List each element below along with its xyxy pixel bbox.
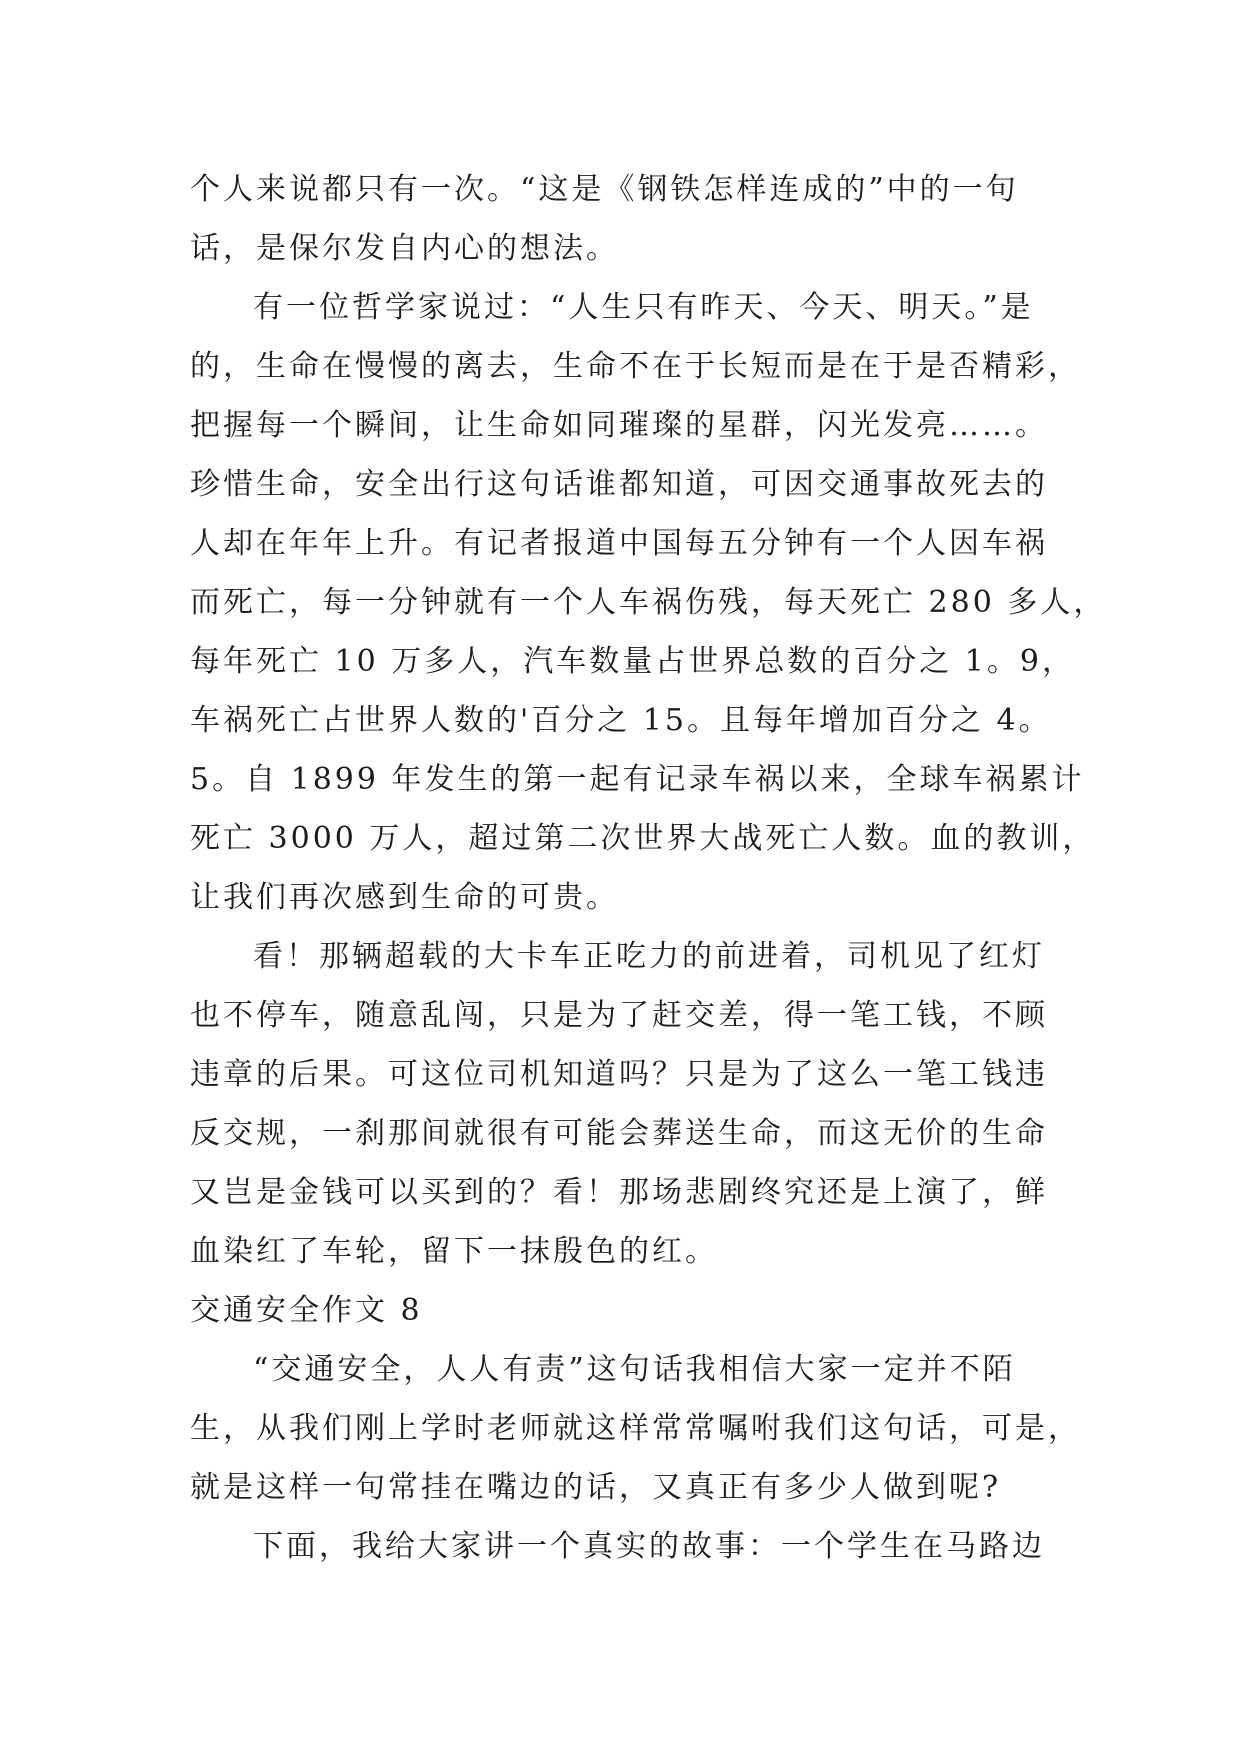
text-line: 也不停车，随意乱闯，只是为了赶交差，得一笔工钱，不顾 bbox=[190, 998, 1048, 1033]
text-line: 血染红了车轮，留下一抹殷色的红。 bbox=[190, 1234, 718, 1269]
text-line: 个人来说都只有一次。“这是《钢铁怎样连成的”中的一句 bbox=[190, 172, 1019, 207]
text-line: 的，生命在慢慢的离去，生命不在于长短而是在于是否精彩， bbox=[190, 349, 1081, 384]
paragraph-first-line: 有一位哲学家说过：“人生只有昨天、今天、明天。”是 bbox=[253, 290, 1034, 325]
paragraph-first-line: 下面，我给大家讲一个真实的故事：一个学生在马路边 bbox=[253, 1529, 1045, 1564]
text-line: 话，是保尔发自内心的想法。 bbox=[190, 231, 619, 266]
text-line: 人却在年年上升。有记者报道中国每五分钟有一个人因车祸 bbox=[190, 526, 1048, 561]
text-line: 违章的后果。可这位司机知道吗？只是为了这么一笔工钱违 bbox=[190, 1057, 1048, 1092]
text-line: 死亡 3000 万人，超过第二次世界大战死亡人数。血的教训， bbox=[190, 821, 1096, 856]
text-line: 就是这样一句常挂在嘴边的话，又真正有多少人做到呢? bbox=[190, 1470, 1002, 1505]
text-line: 而死亡，每一分钟就有一个人车祸伤残，每天死亡 280 多人， bbox=[190, 585, 1107, 620]
text-line: 把握每一个瞬间，让生命如同璀璨的星群，闪光发亮……。 bbox=[190, 408, 1048, 443]
paragraph-first-line: “交通安全，人人有责”这句话我相信大家一定并不陌 bbox=[253, 1352, 1016, 1387]
essay-body bbox=[190, 160, 1107, 1576]
text-line: 珍惜生命，安全出行这句话谁都知道，可因交通事故死去的 bbox=[190, 467, 1048, 502]
text-line: 每年死亡 10 万多人，汽车数量占世界总数的百分之 1。9， bbox=[190, 644, 1075, 679]
text-line: 让我们再次感到生命的可贵。 bbox=[190, 880, 619, 915]
text-line: 5。自 1899 年发生的第一起有记录车祸以来，全球车祸累计 bbox=[190, 762, 1085, 797]
text-line: 反交规，一刹那间就很有可能会葬送生命，而这无价的生命 bbox=[190, 1116, 1048, 1151]
section-heading: 交通安全作文 8 bbox=[190, 1293, 423, 1328]
text-line: 又岂是金钱可以买到的？看！那场悲剧终究还是上演了，鲜 bbox=[190, 1175, 1048, 1210]
text-line: 车祸死亡占世界人数的'百分之 15。且每年增加百分之 4。 bbox=[190, 703, 1052, 738]
paragraph-first-line: 看！那辆超载的大卡车正吃力的前进着，司机见了红灯 bbox=[253, 939, 1045, 974]
text-line: 生，从我们刚上学时老师就这样常常嘱咐我们这句话，可是， bbox=[190, 1411, 1081, 1446]
